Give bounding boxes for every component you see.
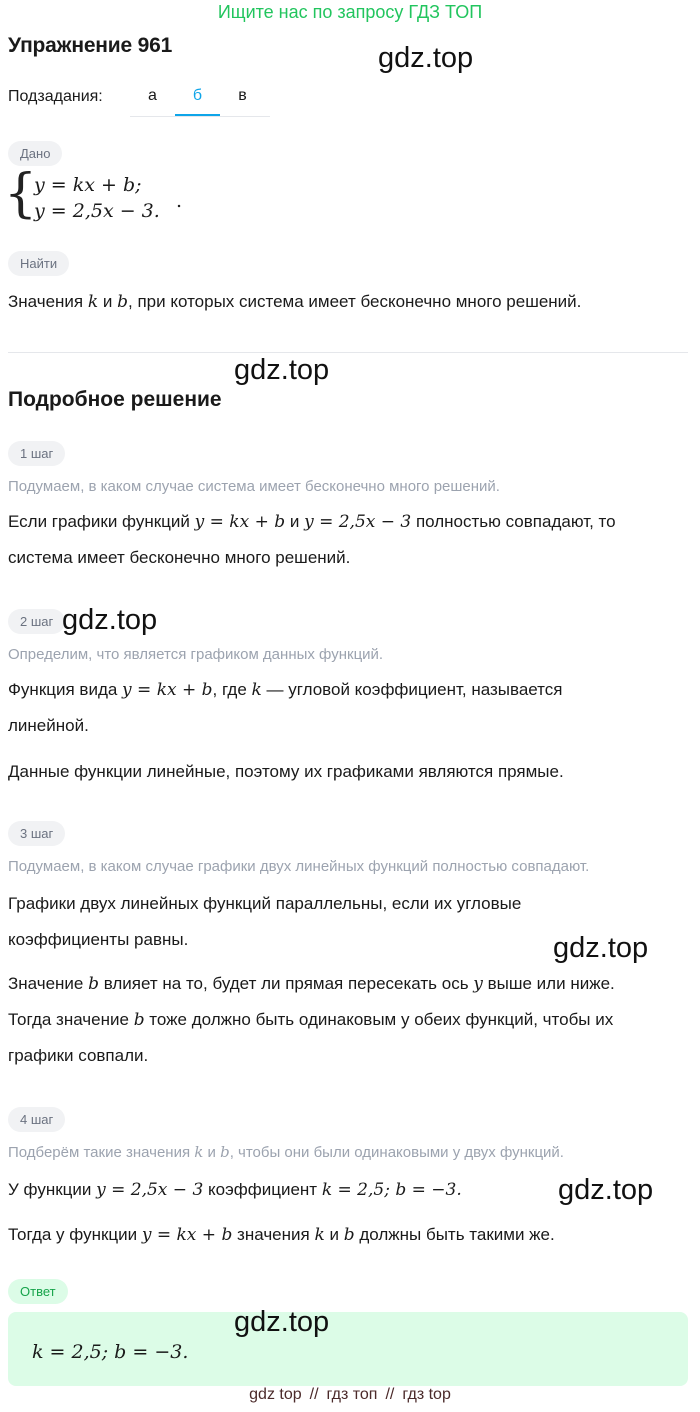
footer-link[interactable]: gdz top xyxy=(249,1386,302,1403)
subtask-tab-b[interactable]: б xyxy=(175,78,220,116)
system-equation-2: y = 2,5x − 3. xyxy=(34,200,160,222)
step-4-paragraph-2: Тогда у функции y = kx + b значения k и b должны быть такими же. xyxy=(8,1225,555,1245)
watermark: gdz.top xyxy=(378,42,474,74)
step-2-hint: Определим, что является графиком данных функций. xyxy=(8,646,384,663)
step-1-text: Если графики функций y = kx + b и y = 2,5x − 3 полностью совпадают, то система имеет бесконечно много решений. xyxy=(8,512,616,567)
search-banner: Ищите нас по запросу ГДЗ ТОП xyxy=(217,2,483,22)
divider xyxy=(8,352,688,353)
system-brace: { xyxy=(4,164,38,224)
step-3-badge: 3 шаг xyxy=(8,821,65,846)
watermark: gdz.top xyxy=(234,354,330,386)
step-4-paragraph-1: У функции y = 2,5x − 3 коэффициент k = 2,5; b = −3. xyxy=(8,1180,462,1200)
footer-separator: // xyxy=(309,1386,319,1403)
solution-heading: Подробное решение xyxy=(8,388,222,411)
step-4-badge: 4 шаг xyxy=(8,1107,65,1132)
page-title: Упражнение 961 xyxy=(8,34,173,57)
watermark: gdz.top xyxy=(234,1306,330,1338)
step-2-paragraph-2: Данные функции линейные, поэтому их графиками являются прямые. xyxy=(8,762,564,781)
system-dot: . xyxy=(176,190,183,212)
system-equation-1: y = kx + b; xyxy=(34,174,142,196)
footer-link[interactable]: гдз top xyxy=(402,1386,451,1403)
answer-badge: Ответ xyxy=(8,1279,68,1304)
answer-value: k = 2,5; b = −3. xyxy=(32,1341,189,1363)
step-1-badge: 1 шаг xyxy=(8,441,65,466)
step-3-hint: Подумаем, в каком случае графики двух линейных функций полностью совпадают. xyxy=(8,858,590,875)
subtasks-label: Подзадания: xyxy=(8,88,103,105)
step-2-badge: 2 шаг xyxy=(8,609,65,634)
find-badge: Найти xyxy=(8,251,69,276)
subtask-tab-v[interactable]: в xyxy=(238,87,247,104)
step-3-paragraph-1: Графики двух линейных функций параллельны, если их угловые коэффициенты равны. xyxy=(8,894,522,949)
given-badge: Дано xyxy=(8,141,62,166)
step-1-hint: Подумаем, в каком случае система имеет бесконечно много решений. xyxy=(8,478,500,495)
watermark: gdz.top xyxy=(62,604,158,636)
watermark: gdz.top xyxy=(558,1174,654,1206)
step-3-paragraph-2: Значение b влияет на то, будет ли прямая пересекать ось y выше или ниже. Тогда значение b тоже должно быть одинаковым у обеих функций, чтобы их графики совпали. xyxy=(8,974,615,1065)
footer-separator: // xyxy=(385,1386,395,1403)
footer-links xyxy=(0,1386,700,1404)
step-2-text: Функция вида y = kx + b, где k — угловой коэффициент, называется линейной. xyxy=(8,680,563,735)
footer-link[interactable]: гдз топ xyxy=(326,1386,378,1403)
find-text: Значения k и b, при которых система имеет бесконечно много решений. xyxy=(8,292,582,312)
watermark: gdz.top xyxy=(553,932,649,964)
subtask-tabs xyxy=(130,78,270,117)
subtask-tab-a[interactable]: а xyxy=(148,87,157,104)
step-4-hint: Подберём такие значения k и b, чтобы они были одинаковыми у двух функций. xyxy=(8,1143,564,1161)
